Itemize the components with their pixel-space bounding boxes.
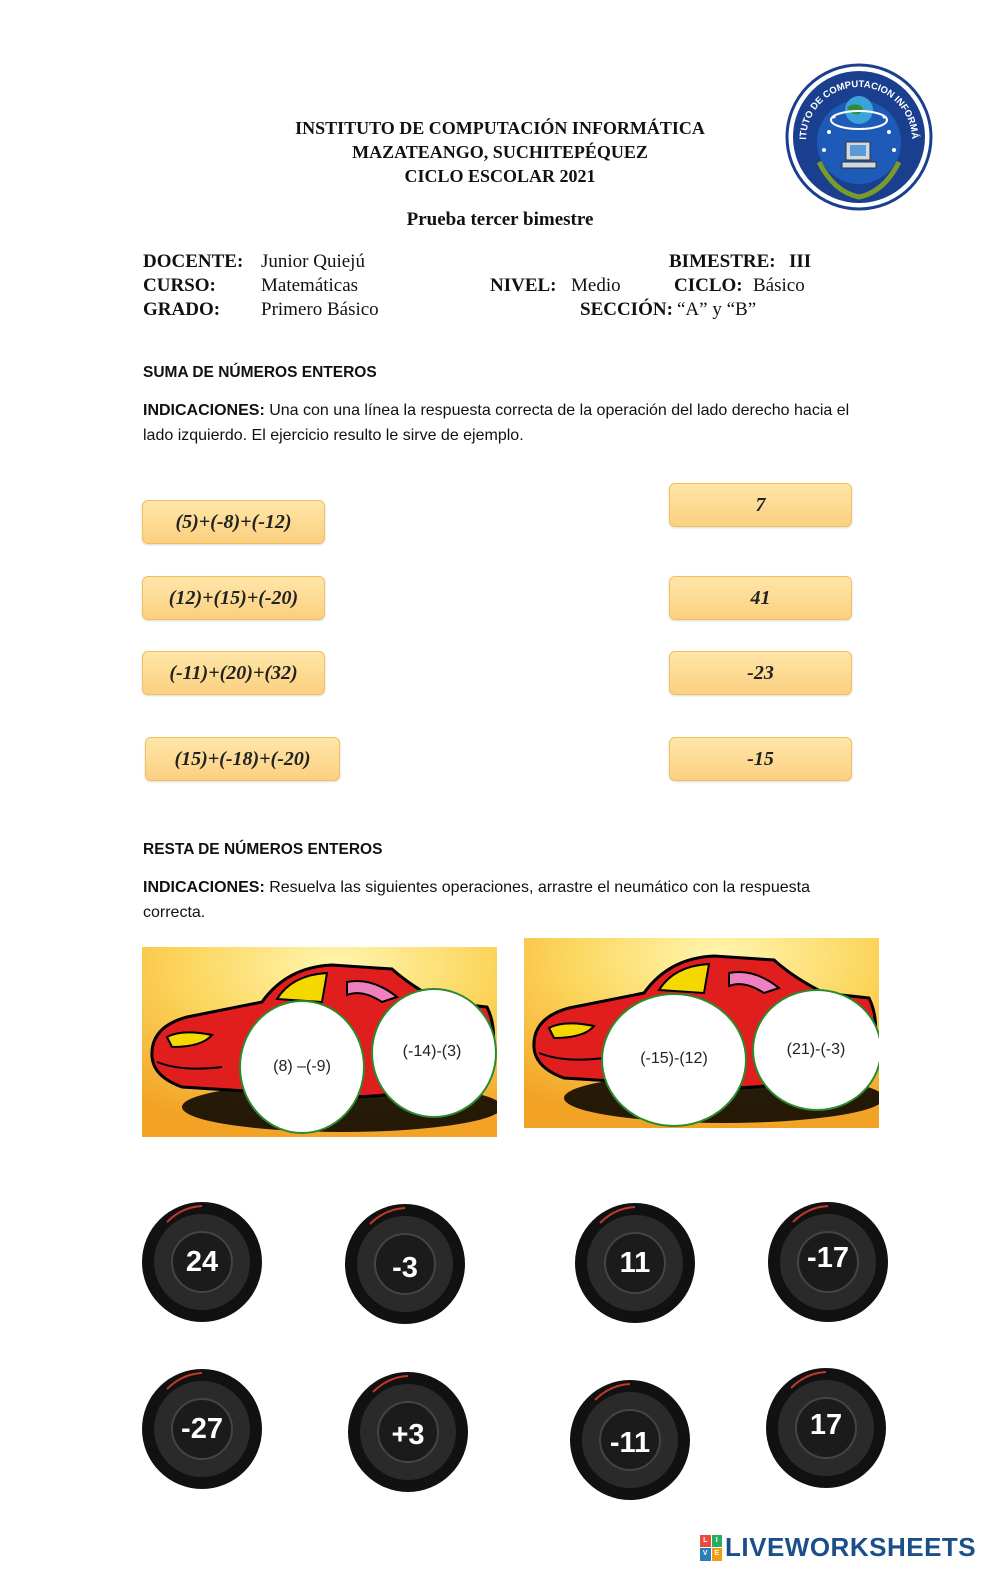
operation-box[interactable]: (-11)+(20)+(32): [142, 651, 325, 695]
grado-label: GRADO:: [143, 299, 221, 320]
tire-answer[interactable]: [142, 1369, 262, 1489]
tire-value: 17: [809, 1408, 843, 1441]
car1-front-operation: (8) –(-9): [273, 1058, 331, 1075]
resta-ind-label: INDICACIONES:: [143, 879, 265, 896]
school-year: CICLO ESCOLAR 2021: [404, 166, 596, 186]
nivel-value: Medio: [571, 275, 621, 296]
car2-front-operation: (-15)-(12): [640, 1050, 708, 1067]
tire-value: -11: [609, 1426, 651, 1459]
brand-icon-letter: E: [712, 1548, 723, 1561]
car2-rear-operation: (21)-(-3): [786, 1041, 846, 1058]
operation-box[interactable]: (15)+(-18)+(-20): [145, 737, 340, 781]
tire-value: -17: [807, 1241, 849, 1274]
bimestre-value: III: [789, 251, 812, 272]
ciclo-value: Básico: [753, 275, 805, 296]
answer-box[interactable]: 7: [669, 483, 852, 527]
operation-box[interactable]: (5)+(-8)+(-12): [142, 500, 325, 544]
liveworksheets-brand[interactable]: [700, 1532, 976, 1563]
tire-answer[interactable]: [575, 1203, 695, 1323]
resta-title: RESTA DE NÚMEROS ENTEROS: [143, 841, 383, 858]
tire-value: -27: [181, 1412, 223, 1445]
answer-box[interactable]: -23: [669, 651, 852, 695]
car-panel-1: [142, 947, 497, 1137]
tire-answer[interactable]: [570, 1380, 690, 1500]
brand-icon-letter: I: [712, 1535, 723, 1548]
tire-answer[interactable]: [345, 1204, 465, 1324]
car1-rear-operation: (-14)-(3): [402, 1043, 462, 1060]
liveworksheets-logo-icon: [700, 1535, 722, 1561]
resta-instructions: [143, 875, 863, 925]
brand-icon-letter: V: [700, 1548, 711, 1561]
tire-value: -3: [392, 1251, 418, 1284]
grado-value: Primero Básico: [261, 299, 379, 320]
operation-box[interactable]: (12)+(15)+(-20): [142, 576, 325, 620]
institute-location: MAZATEANGO, SUCHITEPÉQUEZ: [352, 142, 648, 162]
resta-ind-text: Resuelva las siguientes operaciones, arrastre el neumático con la respuesta correcta.: [143, 879, 810, 921]
car-panel-2: [524, 938, 879, 1128]
brand-name: LIVEWORKSHEETS: [725, 1532, 977, 1562]
institute-name: INSTITUTO DE COMPUTACIÓN INFORMÁTICA: [295, 118, 705, 138]
tire-value: 11: [619, 1246, 651, 1279]
nivel-label: NIVEL:: [490, 275, 557, 296]
suma-ind-text: Una con una línea la respuesta correcta de la operación del lado derecho hacia el lado izquierdo. El ejercicio resulto le sirve de ejemplo.: [143, 402, 850, 444]
brand-icon-letter: L: [700, 1535, 711, 1548]
institute-logo: [784, 62, 934, 212]
seccion-label: SECCIÓN:: [580, 299, 673, 320]
tire-value: +3: [391, 1418, 425, 1451]
ciclo-label: CICLO:: [674, 275, 743, 296]
logo-ring-text: ITUTO DE COMPUTACION INFORMÁ: [797, 78, 921, 140]
bimestre-label: BIMESTRE:: [669, 251, 776, 272]
tire-value: 24: [185, 1245, 219, 1278]
curso-value: Matemáticas: [261, 275, 359, 296]
suma-title: SUMA DE NÚMEROS ENTEROS: [143, 364, 377, 381]
test-title: Prueba tercer bimestre: [406, 209, 594, 230]
tire-answer[interactable]: [768, 1202, 888, 1322]
curso-label: CURSO:: [143, 275, 216, 296]
docente-value: Junior Quiejú: [261, 251, 365, 272]
suma-ind-label: INDICACIONES:: [143, 402, 265, 419]
docente-label: DOCENTE:: [143, 251, 244, 272]
tire-answer[interactable]: [142, 1202, 262, 1322]
seccion-value: “A” y “B”: [677, 299, 757, 320]
answer-box[interactable]: -15: [669, 737, 852, 781]
tire-answer[interactable]: [348, 1372, 468, 1492]
suma-instructions: [143, 398, 863, 448]
answer-box[interactable]: 41: [669, 576, 852, 620]
tire-answer[interactable]: [766, 1368, 886, 1488]
